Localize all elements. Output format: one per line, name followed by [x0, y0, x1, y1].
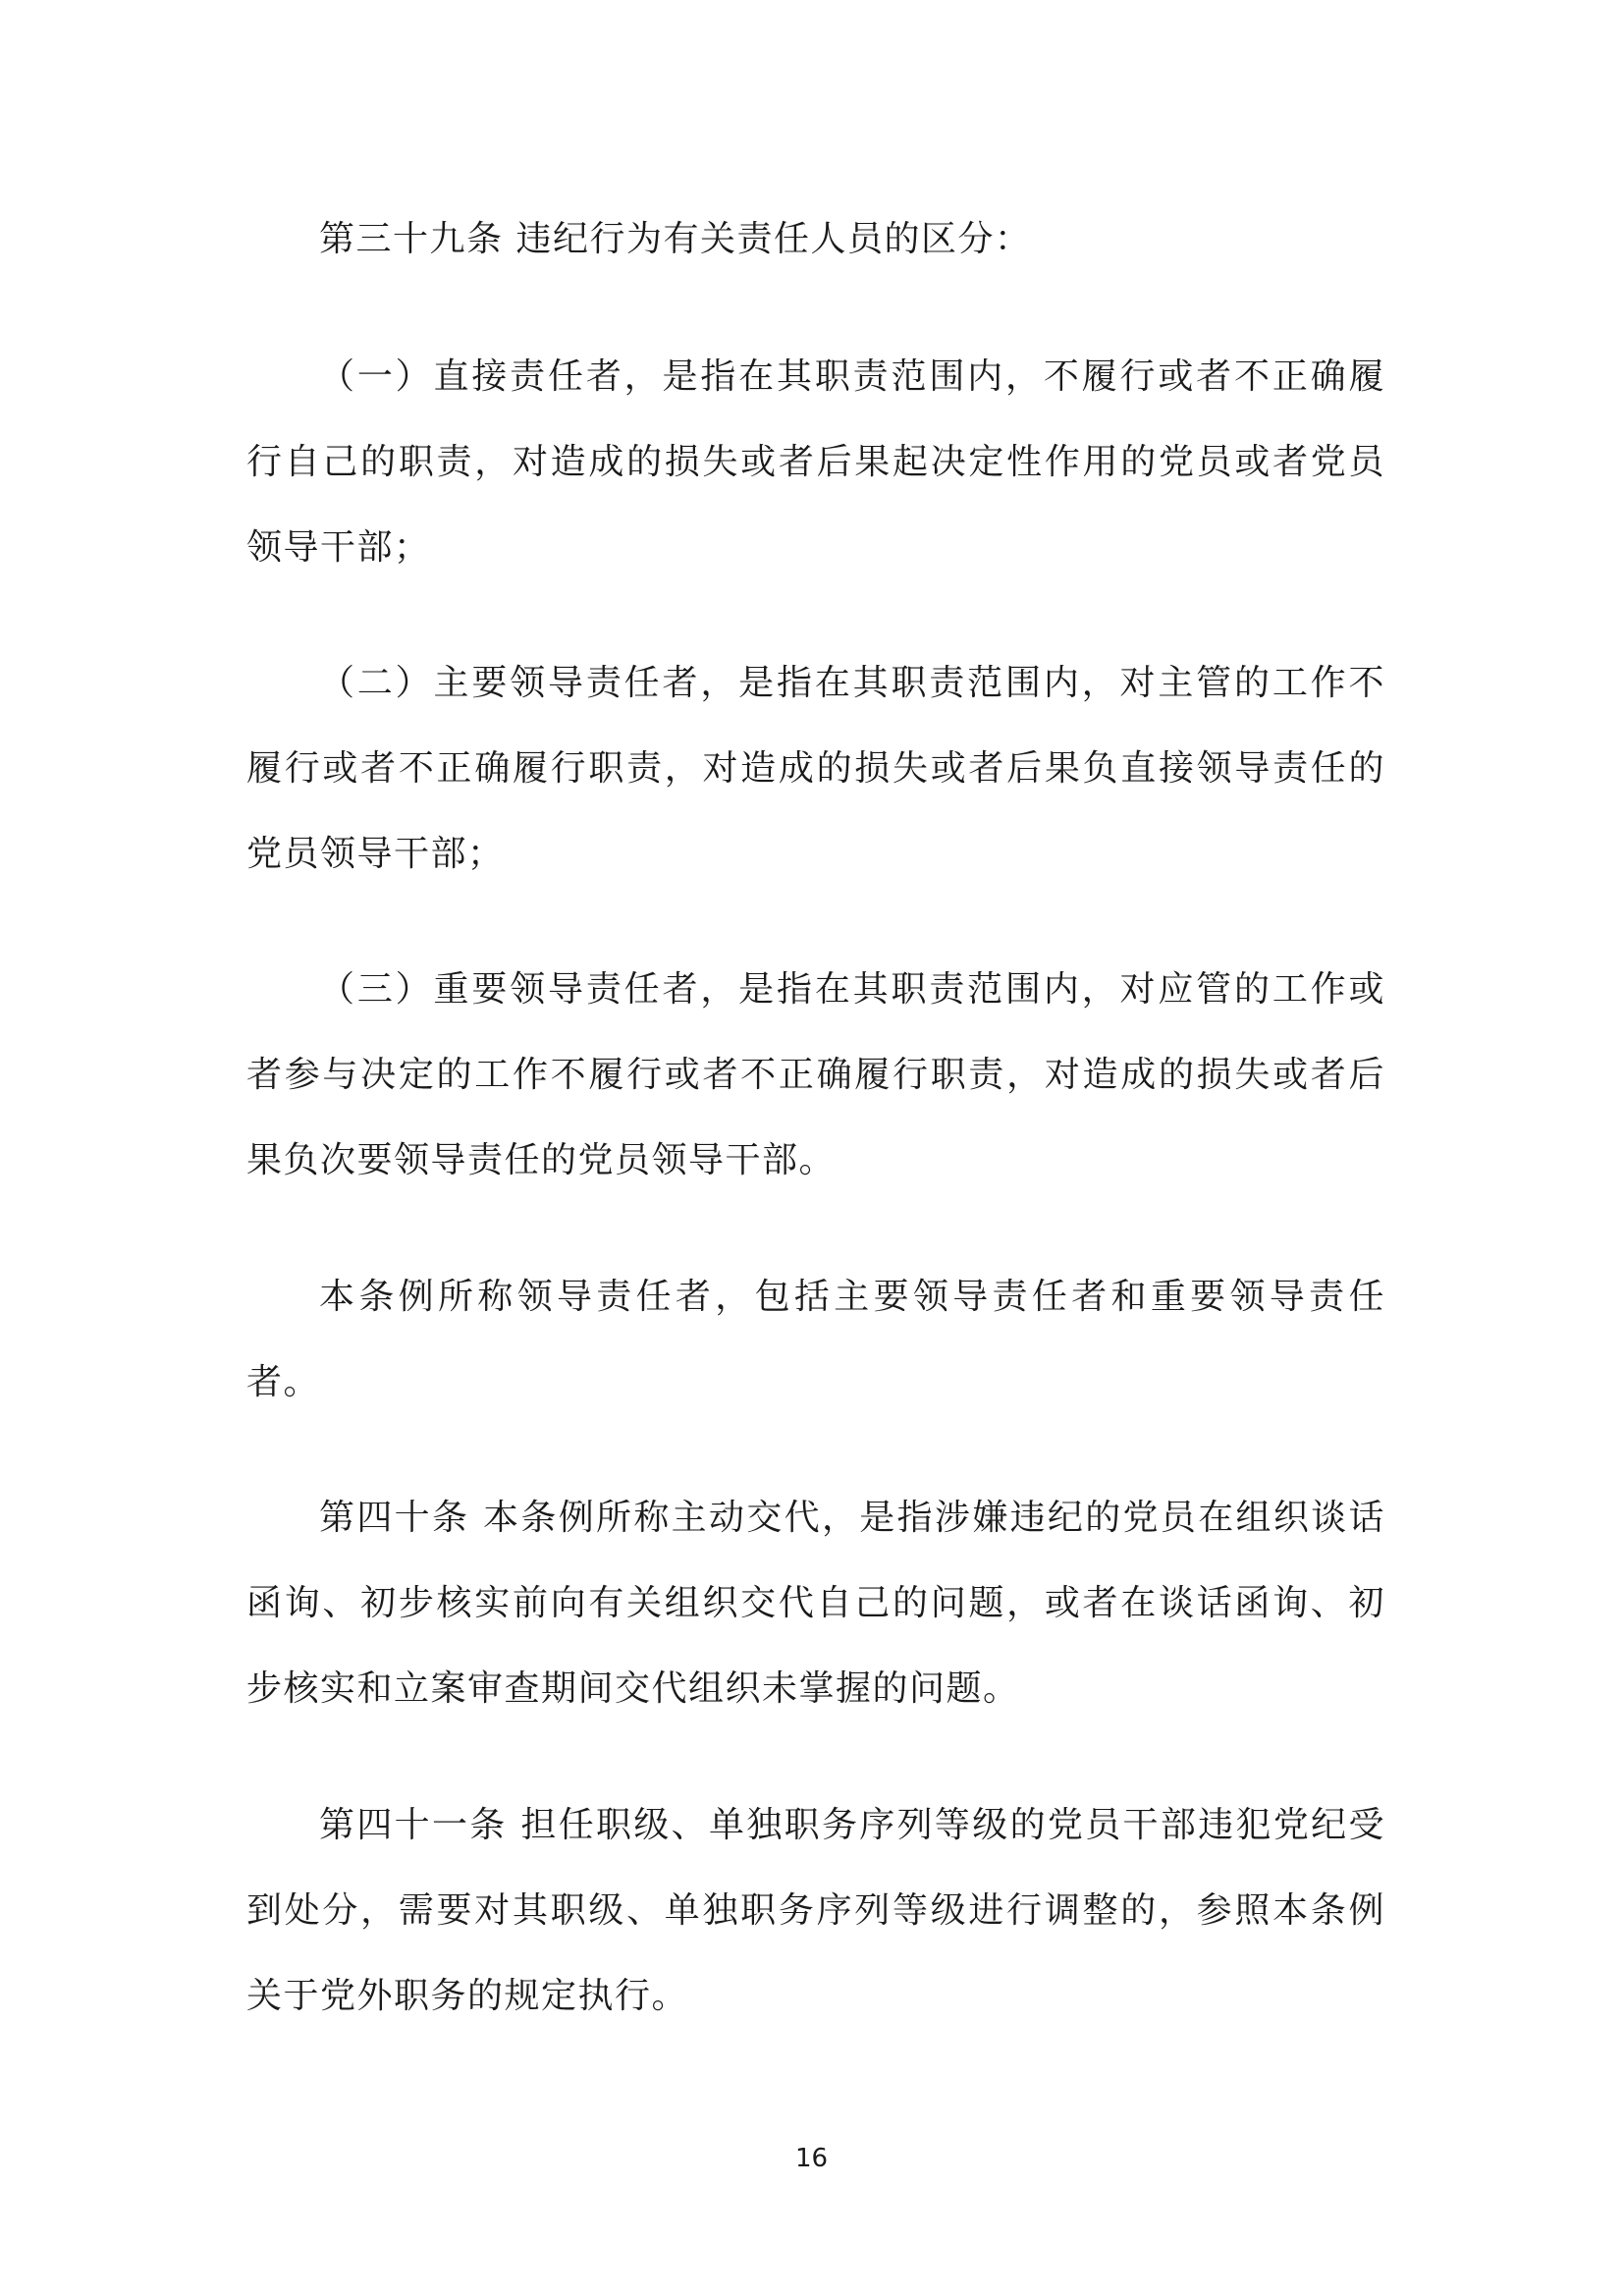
- page-number: 16: [794, 2144, 829, 2173]
- clause-important-leader-responsible: （三）重要领导责任者，是指在其职责范围内，对应管的工作或者参与决定的工作不履行或者不正确履行职责，对造成的损失或者后果负次要领导责任的党员领导干部。: [246, 969, 1385, 1180]
- clause-direct-responsible: （一）直接责任者，是指在其职责范围内，不履行或者不正确履行自己的职责，对造成的损失或者后果起决定性作用的党员或者党员领导干部；: [246, 356, 1385, 568]
- leader-responsible-definition: 本条例所称领导责任者，包括主要领导责任者和重要领导责任者。: [246, 1277, 1385, 1402]
- article-40: 第四十条 本条例所称主动交代，是指涉嫌违纪的党员在组织谈话函询、初步核实前向有关组织交代自己的问题，或者在谈话函询、初步核实和立案审查期间交代组织未掌握的问题。: [246, 1498, 1385, 1709]
- article-39-heading: 第三十九条 违纪行为有关责任人员的区分：: [319, 219, 1032, 259]
- clause-main-leader-responsible: （二）主要领导责任者，是指在其职责范围内，对主管的工作不履行或者不正确履行职责，对造成的损失或者后果负直接领导责任的党员领导干部；: [246, 663, 1385, 874]
- article-41: 第四十一条 担任职级、单独职务序列等级的党员干部违犯党纪受到处分，需要对其职级、单独职务序列等级进行调整的，参照本条例关于党外职务的规定执行。: [246, 1805, 1385, 2016]
